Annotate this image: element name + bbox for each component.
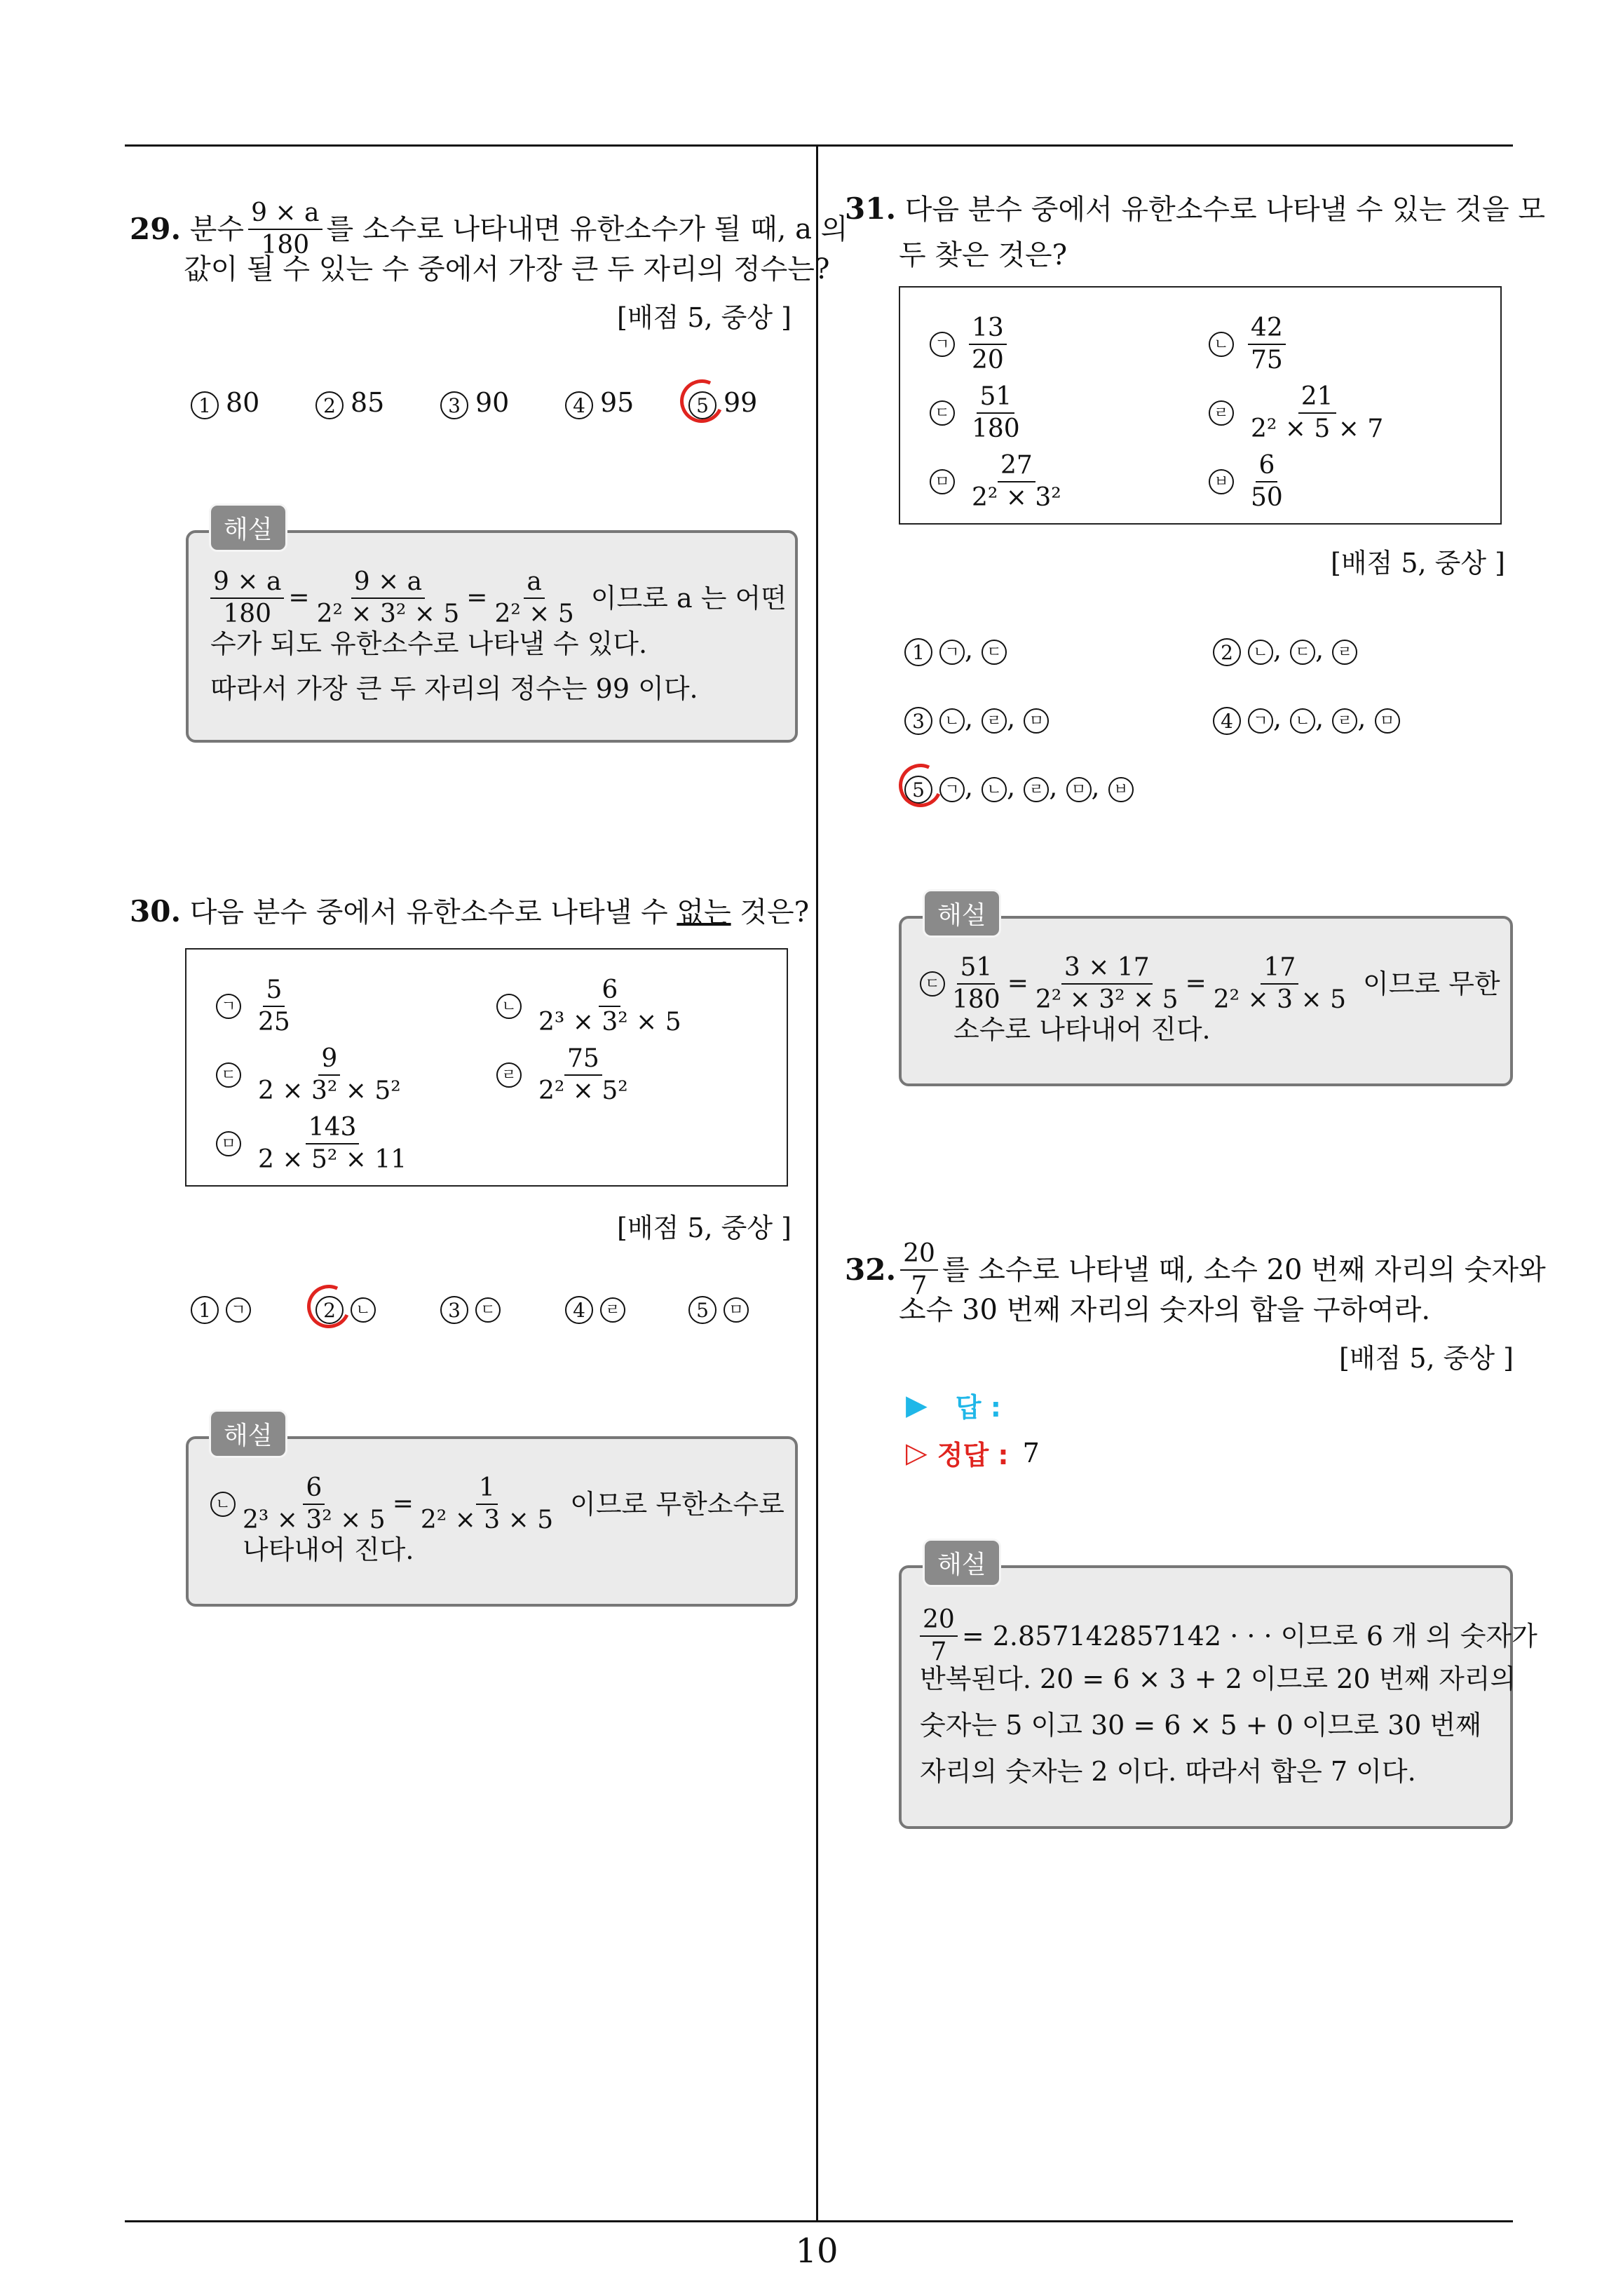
q30-choice-1[interactable] [191, 1292, 251, 1324]
choice-number-1: 1 [191, 1296, 219, 1324]
q30-text-b: 것은? [731, 896, 810, 928]
q29-choice-4[interactable] [565, 387, 634, 419]
choice-separator: , [965, 703, 982, 734]
column-divider [816, 144, 818, 2222]
q31-solution-tab: 해설 [923, 889, 1001, 938]
item-key: ㄴ [1209, 332, 1234, 357]
item-num: 27 [998, 452, 1035, 482]
choice-key: ㄴ [1248, 640, 1273, 665]
q30-answer-mark [301, 1278, 356, 1334]
item-fraction [255, 976, 293, 1036]
sol-key: ㄷ [920, 971, 945, 997]
item-fraction [969, 383, 1023, 443]
choice-number-2: 2 [1213, 638, 1241, 666]
sol-fraction [1211, 954, 1349, 1013]
item-fraction [969, 314, 1007, 374]
sol-frac-den: 180 [223, 599, 272, 628]
q31-score: [배점 5, 중상 ] [1331, 548, 1505, 579]
sol-frac-num: a [524, 568, 544, 599]
item-key: ㅁ [930, 469, 955, 494]
item-key: ㄹ [1209, 400, 1234, 426]
choice-key: ㅁ [1024, 708, 1049, 734]
q29-answer-mark [674, 373, 729, 428]
sol-frac-num: 3 × 17 [1061, 954, 1153, 985]
item-fraction [536, 1045, 631, 1105]
q31-item-3 [930, 383, 1027, 443]
choice-key: ㄱ [939, 777, 965, 802]
q29-post: 를 소수로 나타내면 유한소수가 될 때, a 의 [326, 212, 848, 245]
choice-text: ㄷ [475, 1297, 501, 1323]
q32-line2: 소수 30 번째 자리의 숫자의 합을 구하여라. [899, 1294, 1431, 1326]
sol-fraction [949, 954, 1003, 1013]
item-den: 50 [1251, 482, 1283, 512]
q30-score: [배점 5, 중상 ] [617, 1213, 792, 1243]
item-fraction [1248, 314, 1286, 374]
item-num: 143 [306, 1114, 360, 1144]
choice-key: ㅁ [1375, 708, 1400, 734]
q31-choice-4[interactable] [1213, 703, 1400, 735]
sol-frac-den: 2² × 3² × 5 [316, 599, 460, 628]
choice-text: 95 [600, 387, 634, 418]
equals: = [1007, 968, 1028, 998]
sol-frac-den: 2² × 3² × 5 [1035, 985, 1179, 1014]
choice-separator: , [1315, 634, 1333, 665]
choice-key: ㄴ [939, 708, 965, 734]
item-fraction [1248, 452, 1286, 511]
q30-text-a: 다음 분수 중에서 유한소수로 나타낼 수 [189, 896, 677, 928]
q32-score: [배점 5, 중상 ] [1339, 1343, 1514, 1374]
item-den: 2² × 5² [538, 1076, 628, 1105]
item-den: 2³ × 3² × 5 [538, 1007, 681, 1036]
q31-item-2 [1209, 314, 1290, 374]
sol-frac-num: 20 [920, 1606, 958, 1637]
sol-line1-text: = 2.857142857142 · · · 이므로 6 개 의 숫자가 [961, 1620, 1537, 1652]
equals: = [466, 583, 488, 612]
choice-number-5: 5 [904, 776, 932, 804]
item-fraction [255, 1114, 409, 1173]
sol-key: ㄴ [210, 1492, 236, 1517]
sol-frac-num: 51 [957, 954, 995, 985]
q29-frac-num: 9 × a [248, 199, 322, 230]
choice-separator: , [1315, 703, 1333, 734]
sol-frac-den: 2² × 3 × 5 [420, 1505, 554, 1534]
choice-separator: , [965, 634, 982, 665]
sol-fraction [418, 1474, 556, 1534]
choice-key: ㄴ [982, 777, 1007, 802]
q29-solution-line2: 수가 되도 유한소수로 나타낼 수 있다. [210, 628, 648, 659]
q29-number: 29. [130, 211, 182, 246]
q29-choice-1[interactable] [191, 387, 259, 419]
q32-solution-tab: 해설 [923, 1539, 1001, 1587]
q30-solution-line2: 나타내어 진다. [243, 1534, 414, 1565]
q29-solution-line3: 따라서 가장 큰 두 자리의 정수는 99 이다. [210, 673, 698, 704]
q32-correct-row [906, 1433, 1040, 1472]
choice-number-1: 1 [191, 391, 219, 419]
sol-frac-den: 2² × 5 [494, 599, 574, 628]
q30-solution-line1 [210, 1474, 785, 1534]
item-den: 20 [972, 345, 1004, 374]
choice-separator: , [1007, 703, 1024, 734]
choice-key: ㅁ [1066, 777, 1092, 802]
correct-value: 7 [1022, 1437, 1040, 1468]
q29-pre: 분수 [189, 212, 245, 245]
choice-text: ㄱ [226, 1297, 251, 1323]
q31-item-5 [930, 452, 1068, 511]
item-den: 180 [972, 414, 1020, 443]
sol-tail: 이므로 a 는 어떤 [590, 582, 787, 614]
equals: = [392, 1489, 414, 1518]
q30-choice-4[interactable] [565, 1292, 625, 1324]
item-fraction [536, 976, 684, 1036]
choice-number-4: 4 [1213, 707, 1241, 735]
q30-item-5 [216, 1114, 414, 1173]
q31-solution-line1 [920, 954, 1500, 1013]
choice-number-4: 4 [565, 391, 593, 419]
item-key: ㅂ [1209, 469, 1234, 494]
choice-separator: , [1273, 634, 1291, 665]
q32-number: 32. [845, 1252, 897, 1287]
q31-line2: 두 찾은 것은? [899, 239, 1068, 271]
item-key: ㄱ [930, 332, 955, 357]
choice-text: 99 [724, 387, 758, 418]
q30-item-3 [216, 1045, 408, 1105]
choice-number-2: 2 [315, 391, 344, 419]
item-key: ㄷ [930, 400, 955, 426]
q30-item-1 [216, 976, 297, 1036]
q30-line1 [130, 889, 809, 935]
sol-frac-num: 9 × a [210, 568, 284, 599]
item-den: 2² × 5 × 7 [1251, 414, 1384, 443]
q31-line1 [845, 187, 1545, 232]
choice-text: 90 [475, 387, 510, 418]
q31-item-6 [1209, 452, 1290, 511]
choice-key: ㄹ [982, 708, 1007, 734]
choice-separator: , [1357, 703, 1375, 734]
q31-choice-3[interactable] [904, 703, 1049, 735]
item-den: 2 × 3² × 5² [258, 1076, 401, 1105]
sol-frac-num: 6 [303, 1474, 325, 1505]
item-key: ㄹ [496, 1062, 522, 1088]
q29-solution-line1 [210, 568, 787, 628]
sol-frac-den: 180 [952, 985, 1000, 1014]
q30-number: 30. [130, 894, 182, 928]
q32-frac-num: 20 [900, 1240, 938, 1271]
sol-frac-num: 17 [1261, 954, 1298, 985]
sol-fraction [1033, 954, 1181, 1013]
choice-number-4: 4 [565, 1296, 593, 1324]
item-num: 75 [564, 1045, 602, 1076]
choice-number-3: 3 [440, 391, 468, 419]
choice-key: ㄱ [1248, 708, 1273, 734]
page-number: 10 [795, 2231, 838, 2271]
choice-text: 85 [351, 387, 385, 418]
choice-number-2: 2 [315, 1296, 344, 1324]
choice-text: ㄹ [600, 1297, 625, 1323]
correct-label: 정답 : [937, 1440, 1009, 1471]
choice-key: ㄱ [939, 640, 965, 665]
q32-solution-line3: 숫자는 5 이고 30 = 6 × 5 + 0 이므로 30 번째 [920, 1710, 1481, 1741]
sol-frac-den: 2² × 3 × 5 [1213, 985, 1346, 1014]
item-key: ㄴ [496, 994, 522, 1019]
item-den: 2 × 5² × 11 [258, 1144, 407, 1174]
q31-item-4 [1209, 383, 1390, 443]
q30-choice-5[interactable] [688, 1292, 749, 1324]
answer-label: 답 : [955, 1392, 1001, 1423]
item-key: ㄷ [216, 1062, 241, 1088]
q30-item-4 [496, 1045, 635, 1105]
choice-separator: , [1007, 771, 1024, 802]
item-key: ㅁ [216, 1131, 241, 1156]
item-num: 42 [1248, 314, 1286, 345]
item-den: 25 [258, 1007, 290, 1036]
q32-frac-den: 7 [911, 1271, 928, 1300]
item-den: 2² × 3² [972, 482, 1061, 512]
q32-solution-line4: 자리의 숫자는 2 이다. 따라서 합은 7 이다. [920, 1756, 1416, 1787]
q30-item-2 [496, 976, 688, 1036]
q29-line2: 값이 될 수 있는 수 중에서 가장 큰 두 자리의 정수는? [184, 253, 830, 285]
q31-number: 31. [845, 191, 897, 226]
sol-frac-num: 9 × a [351, 568, 425, 599]
sol-fraction [210, 568, 284, 628]
item-fraction [969, 452, 1064, 511]
item-key: ㄱ [216, 994, 241, 1019]
choice-key: ㄹ [1024, 777, 1049, 802]
sol-frac-den: 7 [930, 1637, 947, 1666]
q29-frac-den: 180 [261, 230, 310, 259]
q31-solution-line2: 소수로 나타내어 진다. [953, 1014, 1211, 1045]
sol-frac-den: 2³ × 3² × 5 [243, 1505, 386, 1534]
top-rule [125, 144, 1513, 147]
sol-frac-num: 1 [476, 1474, 498, 1505]
q29-choice-2[interactable] [315, 387, 384, 419]
choice-separator: , [1273, 703, 1291, 734]
choice-number-3: 3 [440, 1296, 468, 1324]
item-num: 5 [263, 976, 285, 1007]
choice-key: ㄴ [1290, 708, 1315, 734]
choice-number-1: 1 [904, 638, 932, 666]
choice-key: ㅂ [1108, 777, 1134, 802]
item-num: 9 [318, 1045, 340, 1076]
q30-text-underline: 없는 [677, 896, 731, 928]
item-num: 13 [969, 314, 1007, 345]
choice-key: ㄷ [1290, 640, 1315, 665]
item-num: 51 [977, 383, 1014, 414]
bottom-rule [125, 2220, 1513, 2222]
q29-choice-3[interactable] [440, 387, 509, 419]
q32-post: 를 소수로 나타낼 때, 소수 20 번째 자리의 숫자와 [942, 1253, 1546, 1286]
item-fraction [1248, 383, 1386, 443]
choice-text: ㅁ [724, 1297, 749, 1323]
choice-separator: , [1091, 771, 1108, 802]
choice-text: ㄴ [351, 1297, 376, 1323]
q29-solution-tab: 해설 [209, 504, 287, 552]
sol-tail: 이므로 무한 [1363, 968, 1500, 999]
q30-solution-tab: 해설 [209, 1410, 287, 1458]
equals: = [288, 583, 310, 612]
q31-choice-2[interactable] [1213, 634, 1357, 666]
sol-tail: 이므로 무한소수로 [570, 1488, 785, 1520]
q32-answer-row [906, 1386, 1001, 1424]
q31-text-1: 다음 분수 중에서 유한소수로 나타낼 수 있는 것을 모 [904, 194, 1545, 226]
item-den: 75 [1251, 345, 1283, 374]
q30-choice-3[interactable] [440, 1292, 501, 1324]
item-num: 6 [1256, 452, 1277, 482]
answer-arrow-icon: ▶ [906, 1389, 928, 1422]
sol-fraction [314, 568, 463, 628]
q29-score: [배점 5, 중상 ] [617, 302, 792, 333]
choice-number-5: 5 [688, 1296, 717, 1324]
choice-separator: , [965, 771, 982, 802]
choice-key: ㄷ [982, 640, 1007, 665]
sol-fraction [240, 1474, 388, 1534]
choice-key: ㄹ [1332, 640, 1357, 665]
equals: = [1185, 968, 1207, 998]
choice-key: ㄹ [1332, 708, 1357, 734]
q32-solution-line2: 반복된다. 20 = 6 × 3 + 2 이므로 20 번째 자리의 [920, 1663, 1516, 1694]
correct-arrow-icon: ▷ [906, 1436, 928, 1469]
q31-choice-1[interactable] [904, 634, 1007, 666]
choice-number-3: 3 [904, 707, 932, 735]
q31-answer-mark [892, 757, 948, 813]
choice-separator: , [1049, 771, 1066, 802]
item-fraction [255, 1045, 404, 1105]
item-num: 21 [1298, 383, 1336, 414]
q31-item-1 [930, 314, 1011, 374]
item-num: 6 [599, 976, 620, 1007]
sol-fraction [491, 568, 576, 628]
choice-number-5: 5 [688, 391, 717, 419]
choice-text: 80 [226, 387, 260, 418]
